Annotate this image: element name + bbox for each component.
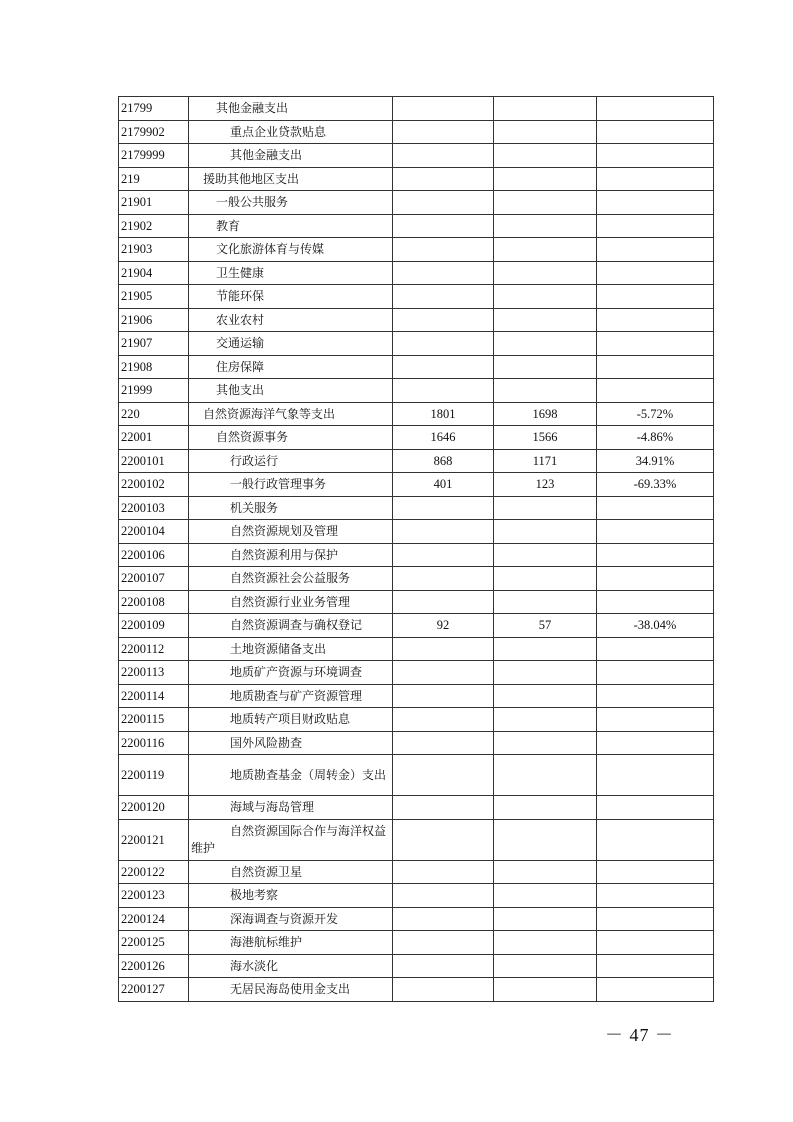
table-row: [119, 543, 714, 567]
row-value-1: [393, 308, 494, 332]
row-change: [597, 332, 714, 356]
row-code: 2179902: [119, 120, 189, 144]
row-value-2: [494, 543, 597, 567]
row-name: 地质矿产资源与环境调查: [189, 661, 393, 685]
row-name: 无居民海岛使用金支出: [189, 978, 393, 1002]
row-name: 农业农村: [189, 308, 393, 332]
row-value-1: [393, 954, 494, 978]
row-change: -69.33%: [597, 473, 714, 497]
row-value-2: [494, 144, 597, 168]
table-row: [119, 819, 714, 860]
row-change: [597, 379, 714, 403]
row-value-1: 1646: [393, 426, 494, 450]
row-change: [597, 884, 714, 908]
page-number: － 47 －: [605, 1025, 674, 1045]
table-row: [119, 954, 714, 978]
row-value-1: [393, 884, 494, 908]
row-name: 自然资源国际合作与海洋权益维护: [189, 819, 393, 860]
row-value-2: [494, 731, 597, 755]
row-value-1: [393, 355, 494, 379]
row-value-2: [494, 191, 597, 215]
budget-table-body: [119, 97, 714, 1002]
table-row: [119, 496, 714, 520]
row-value-2: 1171: [494, 449, 597, 473]
table-row: [119, 308, 714, 332]
row-value-1: 1801: [393, 402, 494, 426]
table-row: [119, 332, 714, 356]
row-change: [597, 931, 714, 955]
row-change: [597, 708, 714, 732]
row-change: [597, 755, 714, 796]
row-value-1: [393, 543, 494, 567]
row-value-1: [393, 332, 494, 356]
row-change: [597, 308, 714, 332]
row-change: [597, 120, 714, 144]
table-row: [119, 449, 714, 473]
table-row: [119, 97, 714, 121]
row-value-1: [393, 590, 494, 614]
table-row: [119, 238, 714, 262]
row-change: [597, 191, 714, 215]
table-row: [119, 520, 714, 544]
row-change: [597, 860, 714, 884]
table-row: [119, 144, 714, 168]
row-change: [597, 661, 714, 685]
row-value-1: [393, 379, 494, 403]
row-change: [597, 238, 714, 262]
row-value-2: [494, 755, 597, 796]
row-code: 2200102: [119, 473, 189, 497]
row-change: [597, 543, 714, 567]
table-row: [119, 214, 714, 238]
row-code: 22001: [119, 426, 189, 450]
table-row: [119, 473, 714, 497]
row-value-2: [494, 261, 597, 285]
row-change: -5.72%: [597, 402, 714, 426]
row-value-2: [494, 860, 597, 884]
row-value-1: [393, 708, 494, 732]
row-value-1: 92: [393, 614, 494, 638]
row-code: 2200121: [119, 819, 189, 860]
row-code: 220: [119, 402, 189, 426]
table-row: [119, 755, 714, 796]
table-row: [119, 120, 714, 144]
row-value-2: [494, 796, 597, 820]
row-name: 自然资源规划及管理: [189, 520, 393, 544]
row-value-1: [393, 661, 494, 685]
row-code: 2200107: [119, 567, 189, 591]
row-change: [597, 796, 714, 820]
row-change: [597, 954, 714, 978]
row-value-1: [393, 120, 494, 144]
row-code: 21904: [119, 261, 189, 285]
row-name: 卫生健康: [189, 261, 393, 285]
row-code: 21908: [119, 355, 189, 379]
row-code: 2200126: [119, 954, 189, 978]
row-value-2: [494, 97, 597, 121]
row-code: 2200115: [119, 708, 189, 732]
row-value-2: [494, 567, 597, 591]
row-name: 地质勘查基金（周转金）支出: [189, 755, 393, 796]
row-name: 海水淡化: [189, 954, 393, 978]
row-name: 深海调查与资源开发: [189, 907, 393, 931]
row-name: 教育: [189, 214, 393, 238]
row-name: 国外风险勘查: [189, 731, 393, 755]
table-row: [119, 614, 714, 638]
row-value-1: [393, 684, 494, 708]
row-value-2: [494, 308, 597, 332]
row-value-2: [494, 285, 597, 309]
table-row: [119, 931, 714, 955]
row-value-1: [393, 191, 494, 215]
row-name: 自然资源调查与确权登记: [189, 614, 393, 638]
row-name: 地质勘查与矿产资源管理: [189, 684, 393, 708]
row-name: 其他金融支出: [189, 97, 393, 121]
row-value-1: [393, 931, 494, 955]
row-change: [597, 144, 714, 168]
table-row: [119, 907, 714, 931]
row-name: 住房保障: [189, 355, 393, 379]
row-change: [597, 214, 714, 238]
row-code: 21999: [119, 379, 189, 403]
row-change: 34.91%: [597, 449, 714, 473]
row-value-1: [393, 637, 494, 661]
row-name: 土地资源储备支出: [189, 637, 393, 661]
row-name: 一般行政管理事务: [189, 473, 393, 497]
table-row: [119, 637, 714, 661]
row-name: 节能环保: [189, 285, 393, 309]
row-code: 2200124: [119, 907, 189, 931]
row-value-1: [393, 167, 494, 191]
row-value-1: [393, 214, 494, 238]
row-change: [597, 355, 714, 379]
row-value-1: [393, 97, 494, 121]
row-change: [597, 819, 714, 860]
row-change: [597, 590, 714, 614]
row-change: [597, 978, 714, 1002]
row-code: 2200101: [119, 449, 189, 473]
row-code: 21902: [119, 214, 189, 238]
row-name: 行政运行: [189, 449, 393, 473]
table-row: [119, 708, 714, 732]
row-value-2: [494, 167, 597, 191]
table-row: [119, 426, 714, 450]
row-name: 其他支出: [189, 379, 393, 403]
row-name: 一般公共服务: [189, 191, 393, 215]
table-row: [119, 191, 714, 215]
row-value-2: [494, 379, 597, 403]
row-value-1: 401: [393, 473, 494, 497]
table-row: [119, 860, 714, 884]
table-row: [119, 884, 714, 908]
table-row: [119, 661, 714, 685]
table-row: [119, 402, 714, 426]
table-row: [119, 167, 714, 191]
table-row: [119, 379, 714, 403]
row-value-1: [393, 978, 494, 1002]
row-code: 2200106: [119, 543, 189, 567]
row-code: 21903: [119, 238, 189, 262]
row-code: 2200122: [119, 860, 189, 884]
row-change: [597, 907, 714, 931]
row-code: 2200123: [119, 884, 189, 908]
row-value-2: [494, 637, 597, 661]
row-value-1: [393, 285, 494, 309]
row-value-1: 868: [393, 449, 494, 473]
row-value-1: [393, 496, 494, 520]
row-code: 2200125: [119, 931, 189, 955]
row-code: 2200113: [119, 661, 189, 685]
row-value-2: [494, 907, 597, 931]
row-value-2: [494, 120, 597, 144]
row-name: 自然资源社会公益服务: [189, 567, 393, 591]
row-value-2: [494, 214, 597, 238]
row-value-1: [393, 907, 494, 931]
table-row: [119, 590, 714, 614]
row-name: 自然资源事务: [189, 426, 393, 450]
row-value-1: [393, 520, 494, 544]
row-code: 21905: [119, 285, 189, 309]
row-code: 2200104: [119, 520, 189, 544]
row-change: [597, 567, 714, 591]
row-change: [597, 285, 714, 309]
row-value-2: 123: [494, 473, 597, 497]
row-code: 21906: [119, 308, 189, 332]
row-name: 地质转产项目财政贴息: [189, 708, 393, 732]
row-code: 2200119: [119, 755, 189, 796]
row-code: 2200109: [119, 614, 189, 638]
table-row: [119, 796, 714, 820]
row-name: 海域与海岛管理: [189, 796, 393, 820]
row-name: 其他金融支出: [189, 144, 393, 168]
row-name: 重点企业贷款贴息: [189, 120, 393, 144]
row-value-2: [494, 708, 597, 732]
row-change: [597, 261, 714, 285]
row-name: 文化旅游体育与传媒: [189, 238, 393, 262]
row-name: 自然资源卫星: [189, 860, 393, 884]
row-change: [597, 731, 714, 755]
row-value-1: [393, 261, 494, 285]
row-value-2: [494, 931, 597, 955]
row-value-2: [494, 590, 597, 614]
row-name: 极地考察: [189, 884, 393, 908]
row-code: 2200103: [119, 496, 189, 520]
row-name: 自然资源利用与保护: [189, 543, 393, 567]
row-code: 21901: [119, 191, 189, 215]
row-change: [597, 496, 714, 520]
table-row: [119, 684, 714, 708]
row-code: 2200108: [119, 590, 189, 614]
row-value-1: [393, 755, 494, 796]
row-change: -4.86%: [597, 426, 714, 450]
row-code: 219: [119, 167, 189, 191]
table-row: [119, 261, 714, 285]
row-value-2: [494, 332, 597, 356]
row-value-2: [494, 238, 597, 262]
row-value-1: [393, 796, 494, 820]
table-row: [119, 355, 714, 379]
row-change: -38.04%: [597, 614, 714, 638]
row-value-2: [494, 819, 597, 860]
row-value-2: [494, 884, 597, 908]
row-value-2: [494, 496, 597, 520]
row-name: 海港航标维护: [189, 931, 393, 955]
row-value-2: 1566: [494, 426, 597, 450]
table-row: [119, 731, 714, 755]
row-value-2: [494, 684, 597, 708]
table-row: [119, 567, 714, 591]
row-code: 2200116: [119, 731, 189, 755]
row-name: 交通运输: [189, 332, 393, 356]
row-value-1: [393, 144, 494, 168]
row-change: [597, 167, 714, 191]
table-row: [119, 978, 714, 1002]
row-name: 援助其他地区支出: [189, 167, 393, 191]
row-code: 2200127: [119, 978, 189, 1002]
row-value-2: [494, 355, 597, 379]
row-code: 2200120: [119, 796, 189, 820]
row-change: [597, 520, 714, 544]
row-value-1: [393, 731, 494, 755]
row-value-2: [494, 954, 597, 978]
row-value-1: [393, 819, 494, 860]
row-value-2: [494, 978, 597, 1002]
row-value-2: [494, 661, 597, 685]
row-change: [597, 637, 714, 661]
row-value-2: [494, 520, 597, 544]
row-name: 自然资源行业业务管理: [189, 590, 393, 614]
table-row: [119, 285, 714, 309]
row-change: [597, 684, 714, 708]
row-name: 自然资源海洋气象等支出: [189, 402, 393, 426]
row-name: 机关服务: [189, 496, 393, 520]
row-code: 2200112: [119, 637, 189, 661]
row-change: [597, 97, 714, 121]
row-value-2: 1698: [494, 402, 597, 426]
row-value-1: [393, 238, 494, 262]
row-value-1: [393, 567, 494, 591]
row-value-2: 57: [494, 614, 597, 638]
row-code: 21799: [119, 97, 189, 121]
budget-table: [118, 96, 714, 1002]
row-code: 21907: [119, 332, 189, 356]
row-code: 2200114: [119, 684, 189, 708]
row-value-1: [393, 860, 494, 884]
row-code: 2179999: [119, 144, 189, 168]
